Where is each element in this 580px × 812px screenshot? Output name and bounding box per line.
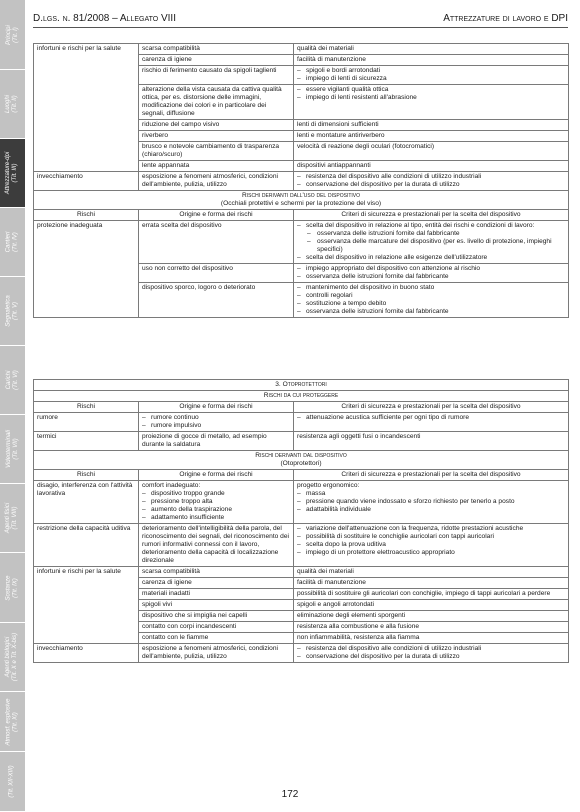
table-row [34, 172, 569, 191]
origin-cell [139, 481, 294, 524]
origin-cell: dispositivo che si impiglia nei capelli [139, 611, 294, 622]
list-item: – conservazione del dispositivo per la durata di utilizzo [297, 653, 565, 661]
list-item: – resistenza del dispositivo alle condizioni di utilizzo industriali [297, 645, 565, 653]
risk-cell: protezione inadeguata [34, 221, 139, 318]
column-header-criteria: Criteri di sicurezza e prestazionali per la scelta del dispositivo [294, 470, 569, 481]
criteria-cell: velocità di reazione degli oculari (fotocromatici) [294, 142, 569, 161]
criteria-cell: resistenza alla combustione e alla fusione [294, 622, 569, 633]
origin-cell: dispositivo sporco, logoro o deteriorato [139, 283, 294, 318]
origin-cell: proiezione di gocce di metallo, ad esempio durante la saldatura [139, 432, 294, 451]
list-item: – impiego appropriato del dispositivo con attenzione al rischio [297, 265, 565, 273]
list-item: – scelta dopo la prova uditiva [297, 541, 565, 549]
origin-cell: riverbero [139, 131, 294, 142]
table-header-row [34, 402, 569, 413]
criteria-cell [294, 413, 569, 432]
origin-cell: spigoli vivi [139, 600, 294, 611]
origin-cell: carenza di igiene [139, 55, 294, 66]
origin-cell: carenza di igiene [139, 578, 294, 589]
criteria-cell: qualità dei materiali [294, 567, 569, 578]
origin-cell: lente appannata [139, 161, 294, 172]
column-header-risks: Rischi [34, 470, 139, 481]
side-tab-segnaletica[interactable] [0, 277, 25, 346]
side-tab-luoghi[interactable] [0, 70, 25, 139]
page-number: 172 [281, 789, 299, 800]
side-tab-sub: (Tit. I) [12, 26, 19, 43]
origin-cell: deterioramento dell'intelligibilità della parola, del riconoscimento dei segnali, del riconoscimento dei rumori informativi connessi con il lavoro, deterioramento della capacità di localizzazione direzionale [139, 524, 294, 567]
side-tab-label: Atmosf. esplosive [5, 697, 12, 746]
side-tab-label: Videoterminali [5, 430, 12, 468]
list-item: – scelta del dispositivo in relazione al tipo, entità dei rischi e condizioni di lavoro: [297, 222, 565, 230]
column-header-origin: Origine e forma dei rischi [139, 210, 294, 221]
origin-cell: materiali inadatti [139, 589, 294, 600]
side-tab-agenti-biologici[interactable] [0, 623, 25, 692]
origin-cell: uso non corretto del dispositivo [139, 264, 294, 283]
page-header [33, 10, 568, 28]
criteria-cell: lenti e montature antiriverbero [294, 131, 569, 142]
criteria-cell: facilità di manutenzione [294, 578, 569, 589]
list-item: – osservanza delle istruzioni fornite dal fabbricante [297, 273, 565, 281]
criteria-cell [294, 644, 569, 663]
criteria-cell [294, 481, 569, 524]
side-tab-sostanze[interactable] [0, 553, 25, 623]
list-item: – rumore impulsivo [142, 422, 290, 430]
risk-cell: invecchiamento [34, 172, 139, 191]
list-item: – massa [297, 490, 565, 498]
criteria-cell: qualità dei materiali [294, 44, 569, 55]
side-tab-attrezzature[interactable] [0, 139, 25, 208]
column-header-criteria: Criteri di sicurezza e prestazionali per la scelta del dispositivo [294, 402, 569, 413]
side-tab-label: Luoghi [5, 94, 12, 114]
table-row [34, 221, 569, 264]
side-tab-label: Attrezzature-dpi [5, 151, 12, 195]
risk-cell: disagio, interferenza con l'attività lavorativa [34, 481, 139, 524]
risk-cell: infortuni e rischi per la salute [34, 44, 139, 172]
criteria-cell: facilità di manutenzione [294, 55, 569, 66]
table-row [34, 524, 569, 567]
criteria-cell: non infiammabilità, resistenza alla fiamma [294, 633, 569, 644]
side-tab-sub: (Tit. V) [12, 302, 19, 320]
origin-cell: contatto con corpi incandescenti [139, 622, 294, 633]
hearing-protection-table [33, 379, 569, 663]
section-heading [34, 451, 569, 470]
origin-cell: rischio di ferimento causato da spigoli taglienti [139, 66, 294, 85]
side-tab-sub: (Tit. VIII) [12, 506, 19, 530]
list-item: – adattamento insufficiente [142, 514, 290, 522]
list-item: – scelta del dispositivo in relazione alle esigenze dell'utilizzatore [297, 254, 565, 262]
risk-cell: invecchiamento [34, 644, 139, 663]
table-row [34, 413, 569, 432]
side-tab-tit-xii-xiii[interactable] [0, 752, 25, 812]
criteria-cell: resistenza agli oggetti fusi o incandescenti [294, 432, 569, 451]
section-title: Rischi derivanti dal dispositivo [255, 452, 347, 459]
side-tab-sub: (Tit. IV) [12, 232, 19, 252]
section-heading [34, 191, 569, 210]
origin-cell: errata scelta del dispositivo [139, 221, 294, 264]
section-title: Rischi derivanti dall'uso del dispositivo [241, 192, 360, 199]
criteria-cell: eliminazione degli elementi sporgenti [294, 611, 569, 622]
origin-intro: comfort inadeguato: [142, 482, 201, 489]
header-title-right: Attrezzature di lavoro e DPI [443, 13, 568, 24]
criteria-cell: spigoli e angoli arrotondati [294, 600, 569, 611]
criteria-cell [294, 221, 569, 264]
table-row [34, 567, 569, 578]
side-tab-sub: (Tit. VI) [12, 370, 19, 390]
list-item: – osservanza delle marcature del dispositivo (per es. livello di protezione, impieghi specifici) [297, 238, 565, 254]
side-tab-label: Agenti fisici [5, 502, 12, 534]
list-item: – impiego di lenti di sicurezza [297, 75, 565, 83]
list-item: – impiego di lenti resistenti all'abrasione [297, 94, 565, 102]
origin-cell: esposizione a fenomeni atmosferici, condizioni dell'ambiente, pulizia, utilizzo [139, 644, 294, 663]
section-sidebar [0, 0, 25, 812]
table-header-row [34, 470, 569, 481]
side-tab-label: Principi [5, 24, 12, 45]
origin-cell: scarsa compatibilità [139, 567, 294, 578]
risk-cell: termici [34, 432, 139, 451]
table-row [34, 44, 569, 55]
section-subtitle: (Occhiali protettivi e schermi per la protezione del viso) [220, 200, 382, 207]
side-tab-label: Segnaletica [5, 295, 12, 327]
side-tab-sub: (Tit. XI) [12, 711, 19, 732]
list-item: – attenuazione acustica sufficiente per ogni tipo di rumore [297, 414, 565, 422]
list-item: – osservanza delle istruzioni fornite dal fabbricante [297, 308, 565, 316]
side-tab-videoterminali[interactable] [0, 415, 25, 484]
criteria-cell [294, 66, 569, 85]
side-tab-label: (Tit. XII-XIII) [9, 765, 15, 798]
eye-protection-table [33, 43, 569, 318]
table-row [34, 644, 569, 663]
table-section-row [34, 391, 569, 402]
table-row [34, 481, 569, 524]
side-tab-agenti-fisici[interactable] [0, 484, 25, 553]
list-item: – conservazione del dispositivo per la durata di utilizzo [297, 181, 565, 189]
list-item: – variazione dell'attenuazione con la frequenza, ridotte prestazioni acustiche [297, 525, 565, 533]
side-tab-label: Agenti biologici [5, 636, 12, 678]
risk-cell: restrizione della capacità uditiva [34, 524, 139, 567]
origin-cell: brusco e notevole cambiamento di trasparenza (chiaro/scuro) [139, 142, 294, 161]
table-title: 3. Otoprotettori [34, 380, 569, 391]
section-title: Rischi da cui proteggere [34, 391, 569, 402]
criteria-cell [294, 172, 569, 191]
origin-cell [139, 413, 294, 432]
list-item: – pressione troppo alta [142, 498, 290, 506]
origin-cell: scarsa compatibilità [139, 44, 294, 55]
criteria-intro: progetto ergonomico: [297, 482, 360, 489]
side-tab-sub: (Tit. III) [12, 163, 19, 183]
table-section-row [34, 191, 569, 210]
list-item: – rumore continuo [142, 414, 290, 422]
list-item: – aumento della traspirazione [142, 506, 290, 514]
list-item: – adattabilità individuale [297, 506, 565, 514]
criteria-cell: possibilità di sostituire gli auricolari con conchiglie, impiego di tappi auricolari a perdere [294, 589, 569, 600]
list-item: – sostituzione a tempo debito [297, 300, 565, 308]
table-title-row [34, 380, 569, 391]
list-item: – impiego di un protettore elettroacustico appropriato [297, 549, 565, 557]
criteria-cell [294, 85, 569, 120]
list-item: – spigoli e bordi arrotondati [297, 67, 565, 75]
criteria-cell: lenti di dimensioni sufficienti [294, 120, 569, 131]
list-item: – possibilità di sostituire le conchiglie auricolari con tappi auricolari [297, 533, 565, 541]
table-section-row [34, 451, 569, 470]
side-tab-atmosfere-esplosive[interactable] [0, 692, 25, 752]
criteria-cell: dispositivi antiappannanti [294, 161, 569, 172]
criteria-cell [294, 524, 569, 567]
risk-cell: infortuni e rischi per la salute [34, 567, 139, 644]
list-item: – osservanza delle istruzioni fornite dal fabbricante [297, 230, 565, 238]
side-tab-sub: (Tit. IX) [12, 577, 19, 598]
column-header-risks: Rischi [34, 210, 139, 221]
risk-cell: rumore [34, 413, 139, 432]
side-tab-label: Sostanze [5, 574, 12, 601]
side-tab-sub: (Tit. VII) [12, 438, 19, 460]
list-item: – mantenimento del dispositivo in buono stato [297, 284, 565, 292]
side-tab-principi[interactable] [0, 0, 25, 70]
list-item: – essere vigilanti qualità ottica [297, 86, 565, 94]
side-tab-label: Cantieri [5, 231, 12, 253]
table-header-row [34, 210, 569, 221]
column-header-criteria: Criteri di sicurezza e prestazionali per la scelta del dispositivo [294, 210, 569, 221]
section-subtitle: (Otoprotettori) [280, 460, 322, 467]
list-item: – controlli regolari [297, 292, 565, 300]
origin-cell: alterazione della vista causata da cattiva qualità ottica, per es. distorsione delle immagini, modificazione dei colori e in particolare dei segnali, diffusione [139, 85, 294, 120]
list-item: – dispositivo troppo grande [142, 490, 290, 498]
side-tab-sub: (Tit. X e Tit. X-bis) [12, 632, 19, 682]
side-tab-cantieri[interactable] [0, 208, 25, 277]
table-row [34, 432, 569, 451]
side-tab-carichi[interactable] [0, 346, 25, 415]
origin-cell: contatto con le fiamme [139, 633, 294, 644]
origin-cell: riduzione del campo visivo [139, 120, 294, 131]
column-header-origin: Origine e forma dei rischi [139, 402, 294, 413]
column-header-risks: Rischi [34, 402, 139, 413]
side-tab-label: Carichi [5, 370, 12, 390]
list-item: – resistenza del dispositivo alle condizioni di utilizzo industriali [297, 173, 565, 181]
side-tab-sub: (Tit. II) [12, 95, 19, 113]
header-title-left: D.lgs. n. 81/2008 – Allegato VIII [33, 13, 176, 24]
criteria-cell [294, 264, 569, 283]
list-item: – pressione quando viene indossato e sforzo richiesto per tenerlo a posto [297, 498, 565, 506]
origin-cell: esposizione a fenomeni atmosferici, condizioni dell'ambiente, pulizia, utilizzo [139, 172, 294, 191]
criteria-cell [294, 283, 569, 318]
column-header-origin: Origine e forma dei rischi [139, 470, 294, 481]
